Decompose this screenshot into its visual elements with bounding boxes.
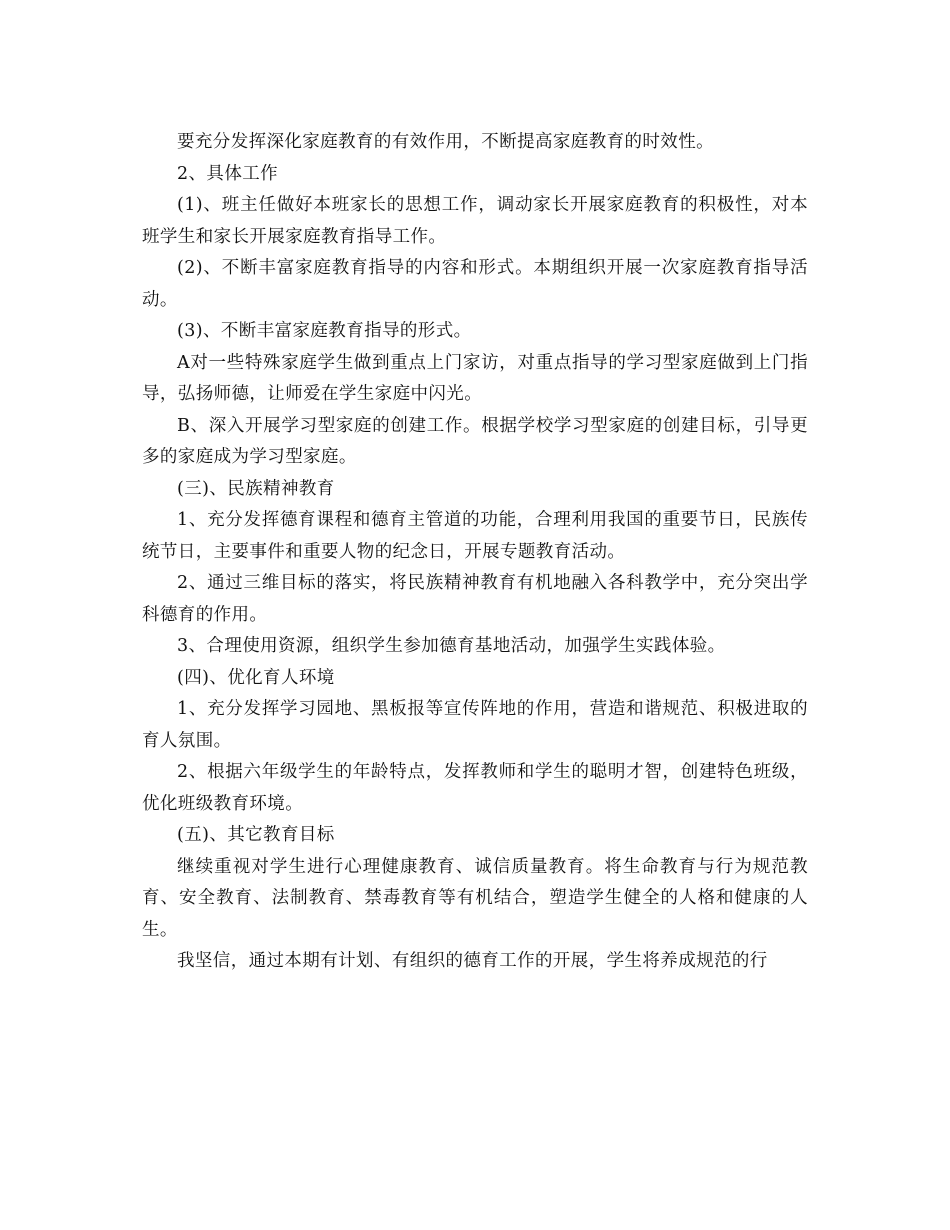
paragraph-item-1: (1)、班主任做好本班家长的思想工作，调动家长开展家庭教育的积极性，对本班学生和家长开展家庭教育指导工作。 bbox=[142, 195, 808, 247]
document-body bbox=[142, 127, 808, 978]
paragraph-national-2: 2、通过三维目标的落实，将民族精神教育有机地融入各科教学中，充分突出学科德育的作用。 bbox=[142, 573, 808, 625]
paragraph-other-goals: 继续重视对学生进行心理健康教育、诚信质量教育。将生命教育与行为规范教育、安全教育、法制教育、禁毒教育等有机结合，塑造学生健全的人格和健康的人生。 bbox=[142, 856, 808, 940]
paragraph-item-3: (3)、不断丰富家庭教育指导的形式。 bbox=[177, 321, 472, 341]
paragraph-national-1: 1、充分发挥德育课程和德育主管道的功能，合理利用我国的重要节日，民族传统节日，主要事件和重要人物的纪念日，开展专题教育活动。 bbox=[142, 510, 808, 562]
paragraph-item-b: B、深入开展学习型家庭的创建工作。根据学校学习型家庭的创建目标，引导更多的家庭成为学习型家庭。 bbox=[142, 415, 808, 467]
paragraph-item-a: A对一些特殊家庭学生做到重点上门家访，对重点指导的学习型家庭做到上门指导，弘扬师德，让师爱在学生家庭中闪光。 bbox=[142, 352, 808, 404]
paragraph-national-3: 3、合理使用资源，组织学生参加德育基地活动，加强学生实践体验。 bbox=[177, 636, 726, 656]
paragraph-item-2: (2)、不断丰富家庭教育指导的内容和形式。本期组织开展一次家庭教育指导活动。 bbox=[142, 258, 808, 310]
heading-specific-work: 2、具体工作 bbox=[177, 163, 279, 184]
heading-environment: (四)、优化育人环境 bbox=[177, 667, 335, 688]
heading-national-spirit: (三)、民族精神教育 bbox=[177, 478, 335, 499]
heading-other-goals: (五)、其它教育目标 bbox=[177, 825, 335, 845]
paragraph-environment-1: 1、充分发挥学习园地、黑板报等宣传阵地的作用，营造和谐规范、积极进取的育人氛围。 bbox=[142, 699, 808, 751]
paragraph-conclusion: 我坚信，通过本期有计划、有组织的德育工作的开展，学生将养成规范的行 bbox=[177, 951, 768, 971]
paragraph-environment-2: 2、根据六年级学生的年龄特点，发挥教师和学生的聪明才智，创建特色班级，优化班级教育环境。 bbox=[142, 762, 808, 814]
paragraph-intro-continuation: 要充分发挥深化家庭教育的有效作用，不断提高家庭教育的时效性。 bbox=[177, 132, 714, 152]
